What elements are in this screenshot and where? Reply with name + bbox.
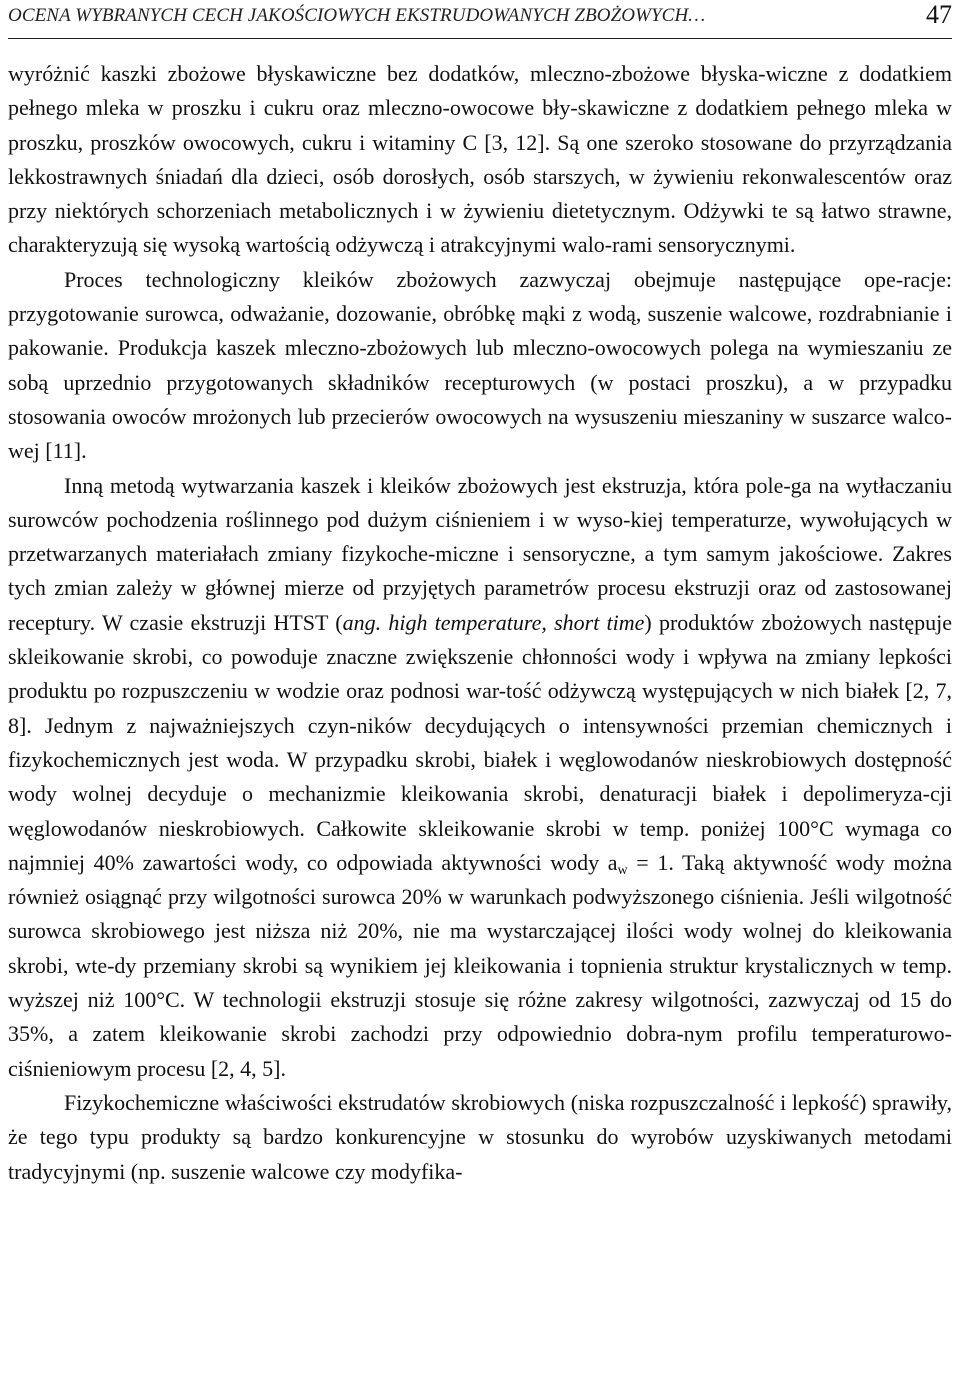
- paragraph-1: wyróżnić kaszki zbożowe błyskawiczne bez dodatków, mleczno-zbożowe błyska-wiczne z dodatkiem pełnego mleka w proszku i cukru oraz mleczno-owocowe bły-skawiczne z dodatkiem pełnego mleka w proszku, proszków owocowych, cukru i witaminy C [3, 12]. Są one szeroko stosowane do przyrządzania lekkostrawnych śniadań dla dzieci, osób dorosłych, osób starszych, w żywieniu rekonwalescentów oraz przy niektórych schorzeniach metabolicznych i w żywieniu dietetycznym. Odżywki te są łatwo strawne, charakteryzują się wysoką wartością odżywczą i atrakcyjnymi walo-rami sensorycznymi.: [8, 61, 952, 258]
- paragraph-3-part-c: = 1. Taką aktywność wody można również osiągnąć przy wilgotności surowca 20% w warunkach podwyższonego ciśnienia. Jeśli wilgotność surowca skrobiowego jest niższa niż 20%, nie ma wystarczającej ilości wody wolnej do kleikowania skrobi, wte-dy przemiany skrobi są wynikiem jej kleikowania i topnienia struktur krystalicznych w temp. wyższej niż 100°C. W technologii ekstruzji stosuje się różne zakresy wilgotności, zazwyczaj od 15 do 35%, a zatem kleikowanie skrobi zachodzi przy odpowiednio dobra-nym profilu temperaturowo-ciśnieniowym procesu [2, 4, 5].: [8, 849, 953, 1081]
- paragraph-3-italic-term: ang. high temperature, short time: [342, 609, 645, 635]
- paragraph-3-part-a: Inną metodą wytwarzania kaszek i kleików zbożowych jest ekstruzja, która pole-ga na wytłaczaniu surowców pochodzenia roślinnego pod dużym ciśnieniem i w wyso-kiej temperaturze, wywołujących w przetwarzanych materiałach zmiany fizykoche-miczne i sensoryczne, a tym samym jakościowe. Zakres tych zmian zależy w głównej mierze od przyjętych parametrów procesu ekstruzji oraz od zastosowanej receptury. W czasie ekstruzji HTST (: [8, 472, 952, 635]
- paragraph-3: [8, 469, 952, 1086]
- paragraph-3-part-b: ) produktów zbożowych następuje skleikowanie skrobi, co powoduje znaczne zwiększenie chłonności wody i wpływa na zmiany lepkości produktu po rozpuszczeniu w wodzie oraz podnosi war-tość odżywczą występujących w nich białek [2, 7, 8]. Jednym z najważniejszych czyn-ników decydujących o intensywności przemian chemicznych i fizykochemicznych jest woda. W przypadku skrobi, białek i węglowodanów nieskrobiowych dostępność wody wolnej decyduje o mechanizmie kleikowania skrobi, denaturacji białek i depolimeryza-cji węglowodanów nieskrobiowych. Całkowite skleikowanie skrobi w temp. poniżej 100°C wymaga co najmniej 40% zawartości wody, co odpowiada aktywności wody a: [8, 609, 952, 875]
- running-header: [8, 0, 952, 39]
- body-text: [8, 57, 952, 1189]
- water-activity-subscript: w: [617, 862, 628, 878]
- page-number: 47: [926, 0, 952, 29]
- paragraph-2: Proces technologiczny kleików zbożowych zazwyczaj obejmuje następujące ope-racje: przygotowanie surowca, odważanie, dozowanie, obróbkę mąki z wodą, suszenie walcowe, rozdrabnianie i pakowanie. Produkcja kaszek mleczno-zbożowych lub mleczno-owocowych polega na wymieszaniu ze sobą uprzednio przygotowanych składników recepturowych (w postaci proszku), a w przypadku stosowania owoców mrożonych lub przecierów owocowych na wysuszeniu mieszaniny w suszarce walco-wej [11].: [8, 266, 952, 464]
- running-title: OCENA WYBRANYCH CECH JAKOŚCIOWYCH EKSTRUDOWANYCH ZBOŻOWYCH…: [8, 5, 706, 26]
- document-page: [8, 0, 952, 1384]
- paragraph-4: Fizykochemiczne właściwości ekstrudatów skrobiowych (niska rozpuszczalność i lepkość) sprawiły, że tego typu produkty są bardzo konkurencyjne w stosunku do wyrobów uzyskiwanych metodami tradycyjnymi (np. suszenie walcowe czy modyfika-: [8, 1089, 952, 1184]
